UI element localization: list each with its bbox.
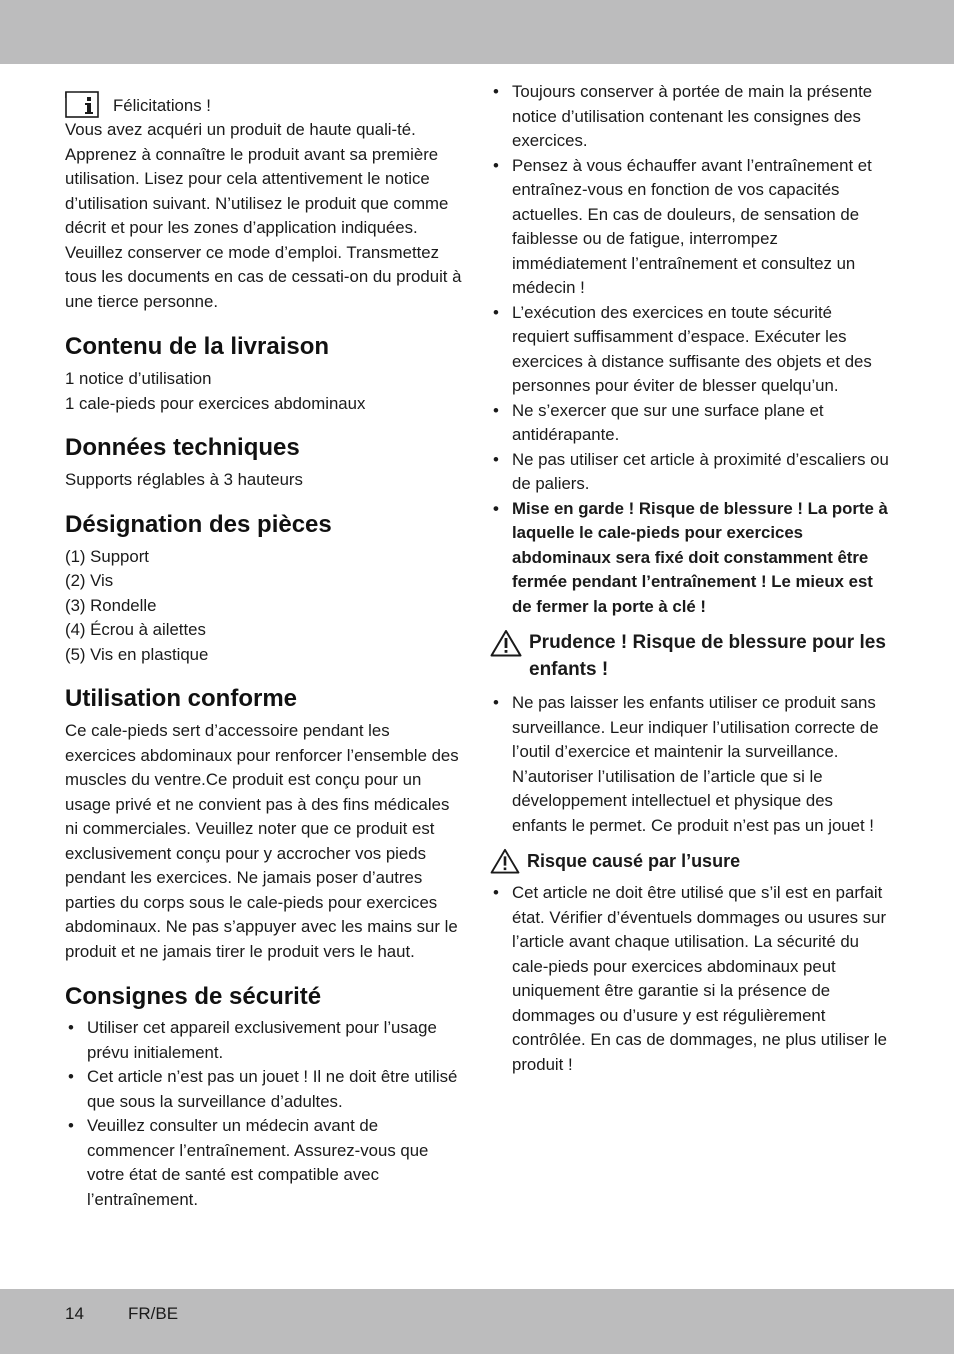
left-column: [65, 80, 465, 1212]
children-warning-heading: [490, 629, 890, 683]
language-code: FR/BE: [128, 1304, 179, 1323]
safety-item-1: • Utiliser cet appareil exclusivement pour l’usage prévu initialement.: [65, 1016, 465, 1065]
part-4: (4) Écrou à ailettes: [65, 620, 206, 639]
part-1: (1) Support: [65, 546, 149, 566]
intended-use-text: Ce cale-pieds sert d’accessoire pendant les exercices abdominaux pour renforcer l’ensemble des muscles du ventre.Ce produit est conçu pour un usage privé et ne convient pas à des fins médicales ni commerciales. Veuillez noter que ce produit est exclusivement conçu pour y accrocher vos pieds pendant les exercices. Ne jamais poser d’autres parties du corps sous le cale-pieds pour exercices abdominaux. Ne pas s’appuyer avec les mains sur le produit et ne jamais tirer le produit vers le haut.: [65, 721, 459, 961]
parts-title: Désignation des pièces: [65, 510, 332, 538]
info-icon: [65, 87, 99, 118]
warning-triangle-icon: [490, 629, 522, 657]
intended-use-title: Utilisation conforme: [65, 685, 298, 712]
technical-title: Données techniques: [65, 434, 300, 461]
safety-item-6: • L’exécution des exercices en toute sécurité requiert suffisamment d’espace. Exécuter les exercices à distance suffisante des objets et des personnes pour éviter de blesser quelqu’un.: [490, 301, 890, 399]
right-column: [490, 80, 890, 1077]
part-5: (5) Vis en plastique: [65, 644, 209, 664]
page-number: 14: [65, 1304, 84, 1323]
safety-item-4: • Toujours conserver à portée de main la présente notice d’utilisation contenant les consignes des exercices.: [490, 80, 890, 154]
contents-title: Contenu de la livraison: [65, 333, 330, 360]
safety-list-left: [65, 1016, 465, 1212]
safety-item-3: • Veuillez consulter un médecin avant de commencer l’entraînement. Assurez-vous que votre état de santé est compatible avec l’entraînement.: [65, 1114, 465, 1212]
intro-text: Vous avez acquéri un produit de haute quali-té. Apprenez à connaître le produit avant sa première utilisation. Lisez pour cela attentivement le notice d’utilisation suivant. N’utilisez le produit que comme décrit et pour les zones d’application indiquées. Veuillez conserver ce mode d’emploi. Transmettez tous les documents en cas de cessati-on du produit à une tierce personne.: [65, 120, 462, 311]
door-warning-item: • Mise en garde ! Risque de blessure ! La porte à laquelle le cale-pieds pour exercices abdominaux sera fixé doit constamment être fermée pendant l’entraînement ! Le mieux est de fermer la porte à clé !: [490, 497, 890, 620]
safety-item-7: • Ne s’exercer que sur une surface plane et antidérapante.: [490, 399, 890, 448]
children-warning-item: • Ne pas laisser les enfants utiliser ce produit sans surveillance. Leur indiquer l’utilisation correcte de l’outil d’exercice et maintenir la surveillance. N’autoriser l’utilisation de l’article que si le développement intellectuel et physique des enfants le permet. Ce produit n’est pas un jouet !: [490, 691, 890, 838]
safety-item-5: • Pensez à vous échauffer avant l’entraînement et entraînez-vous en fonction de vos capacités actuelles. En cas de douleurs, de sensation de faiblesse ou de fatigue, interrompez immédiatement l’entraînement et consultez un médecin !: [490, 154, 890, 301]
contents-item-2: 1 cale-pieds pour exercices abdominaux: [65, 393, 366, 413]
intro-title: Félicitations !: [113, 96, 211, 115]
safety-title: Consignes de sécurité: [65, 983, 322, 1010]
technical-text: Supports réglables à 3 hauteurs: [65, 470, 303, 489]
intro-heading: [65, 80, 465, 118]
contents-item-1: 1 notice d’utilisation: [65, 369, 212, 388]
safety-item-2: • Cet article n’est pas un jouet ! Il ne doit être utilisé que sous la surveillance d’adultes.: [65, 1065, 465, 1114]
safety-item-8: • Ne pas utiliser cet article à proximité d’escaliers ou de paliers.: [490, 448, 890, 497]
safety-list-right: [490, 80, 890, 619]
children-warning-list: [490, 691, 890, 838]
wear-warning-heading: [490, 848, 890, 875]
children-warning-title: Prudence ! Risque de blessure pour les enfants !: [529, 632, 886, 680]
wear-warning-list: [490, 881, 890, 1077]
header-bar: [0, 0, 954, 64]
part-2: (2) Vis: [65, 571, 114, 590]
wear-warning-item: • Cet article ne doit être utilisé que s’il est en parfait état. Vérifier d’éventuels dommages ou usures sur l’article avant chaque utilisation. La sécurité du cale-pieds pour exercices abdominaux peut uniquement être garantie si la présence de dommages ou d’usure y est régulièrement contrôlée. En cas de dommages, ne plus utiliser le produit !: [490, 881, 890, 1077]
part-3: (3) Rondelle: [65, 595, 157, 615]
warning-triangle-icon: [490, 848, 520, 874]
wear-warning-title: Risque causé par l’usure: [527, 851, 741, 871]
